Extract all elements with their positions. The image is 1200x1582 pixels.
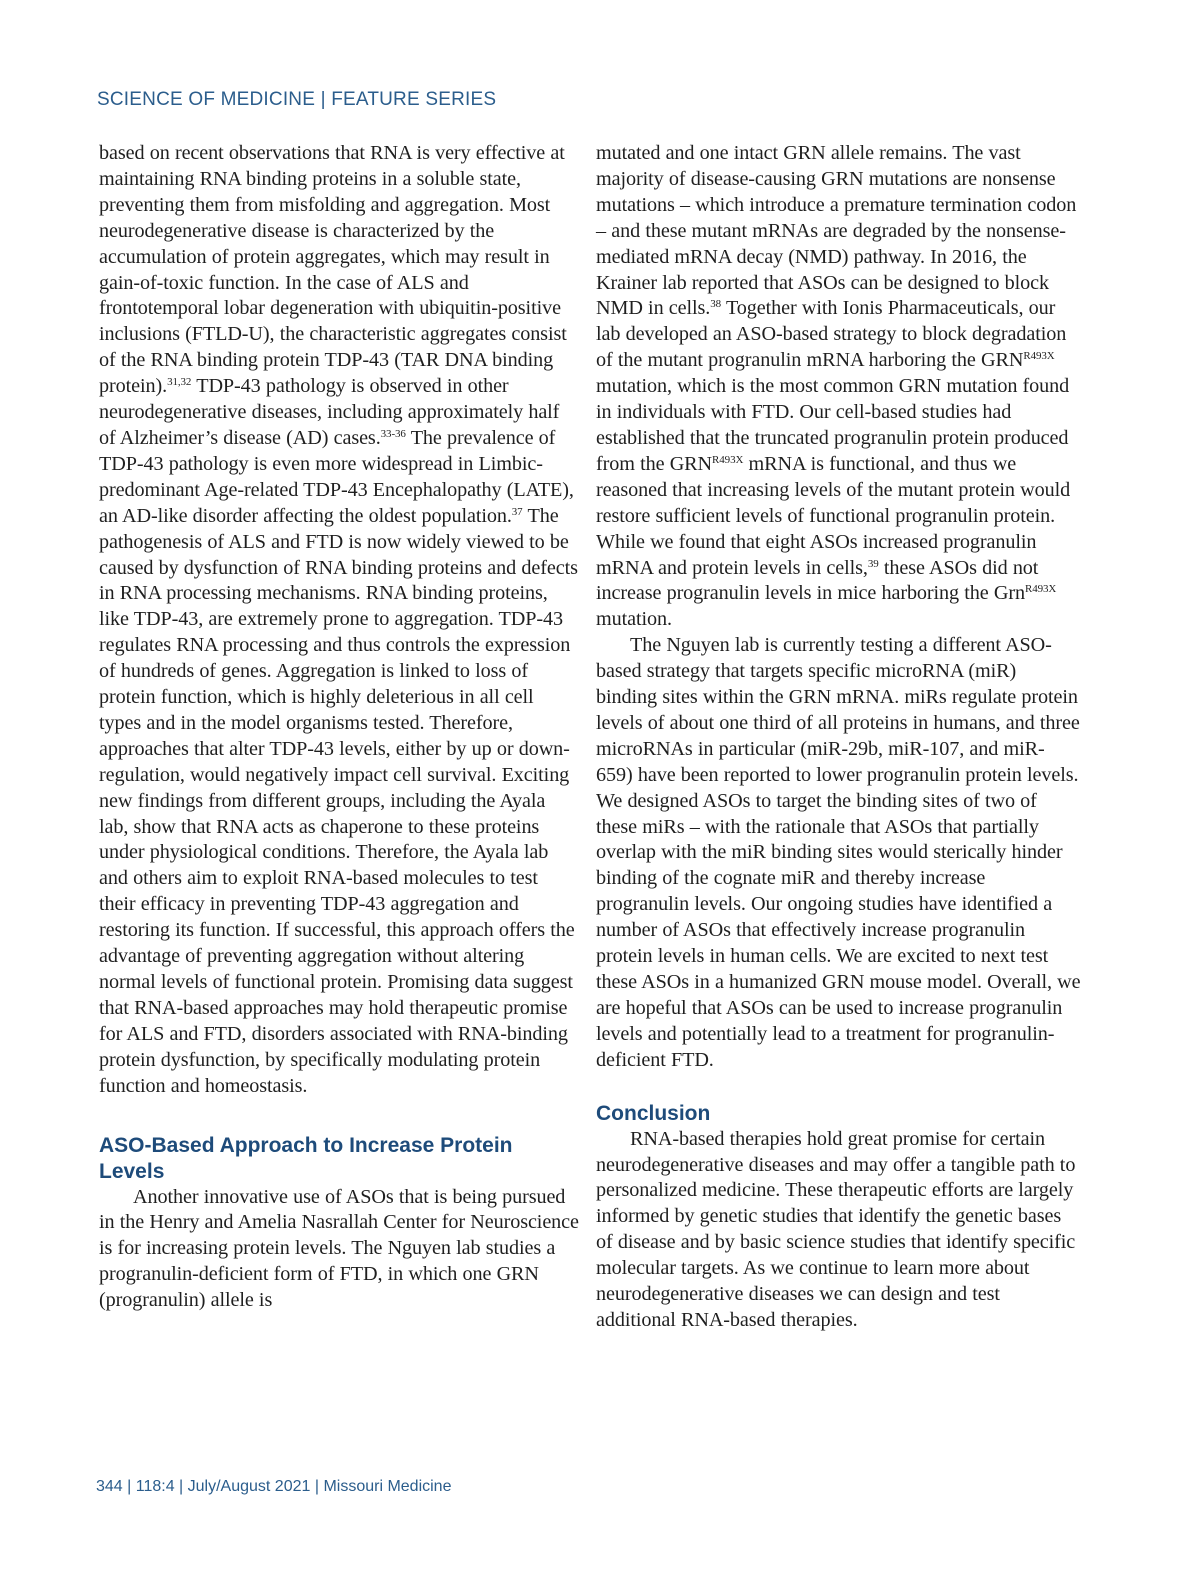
- paragraph-text: these ASOs did not increase progranulin levels in mice harboring the Grn: [596, 556, 1039, 605]
- paragraph-text: mutation, which is the most common GRN mutation found in individuals with FTD. Our cell-based studies had established that the truncated progranulin protein produced from the GRN: [596, 375, 1070, 475]
- citation-superscript: 39: [867, 557, 879, 570]
- mutation-superscript: R493X: [1023, 350, 1055, 363]
- citation-superscript: 38: [710, 298, 722, 311]
- left-column: [99, 141, 579, 1314]
- paragraph-grn-mutations: [596, 141, 1081, 633]
- page-footer: 344 | 118:4 | July/August 2021 | Missouri Medicine: [96, 1478, 452, 1495]
- paragraph-text: mutation.: [596, 608, 672, 631]
- paragraph-text: based on recent observations that RNA is very effective at maintaining RNA binding proteins in a soluble state, preventing them from misfolding and aggregation. Most neurodegenerative disease is characterized by the accumulation of protein aggregates, which may result in gain-of-toxic function. In the case of ALS and frontotemporal lobar degeneration with ubiquitin-positive inclusions (FTLD-U), the characteristic aggregates consist of the RNA binding protein TDP-43 (TAR DNA binding protein).: [99, 142, 567, 398]
- paragraph-text: mutated and one intact GRN allele remains. The vast majority of disease-causing GRN mutations are nonsense mutations – which introduce a premature termination codon – and these mutant mRNAs are degraded by the nonsense-mediated mRNA decay (NMD) pathway. In 2016, the Krainer lab reported that ASOs can be designed to block NMD in cells.: [596, 142, 1077, 320]
- paragraph-text: The pathogenesis of ALS and FTD is now widely viewed to be caused by dysfunction of RNA binding proteins and defects in RNA processing mechanisms. RNA binding proteins, like TDP-43, are extremely prone to aggregation. TDP-43 regulates RNA processing and thus controls the expression of hundreds of genes. Aggregation is linked to loss of protein function, which is highly deleterious in all cell types and in the model organisms tested. Therefore, approaches that alter TDP-43 levels, either by up or down-regulation, would negatively impact cell survival. Exciting new findings from different groups, including the Ayala lab, show that RNA acts as chaperone to these proteins under physiological conditions. Therefore, the Ayala lab and others aim to exploit RNA-based molecules to test their efficacy in preventing TDP-43 aggregation and restoring its function. If successful, this approach offers the advantage of preventing aggregation without altering normal levels of functional protein. Promising data suggest that RNA-based approaches may hold therapeutic promise for ALS and FTD, disorders associated with RNA-binding protein dysfunction, by specifically modulating protein function and homeostasis.: [99, 504, 578, 1097]
- paragraph-text: mRNA is functional, and thus we reasoned that increasing levels of the mutant protein would restore sufficient levels of functional progranulin protein. While we found that eight ASOs increased progranulin mRNA and protein levels in cells,: [596, 452, 1071, 579]
- citation-superscript: 33-36: [380, 427, 406, 440]
- paragraph-aso-intro: Another innovative use of ASOs that is being pursued in the Henry and Amelia Nasrallah Center for Neuroscience is for increasing protein levels. The Nguyen lab studies a progranulin-deficient form of FTD, in which one GRN (progranulin) allele is: [99, 1185, 579, 1312]
- paragraph-text: The prevalence of TDP-43 pathology is even more widespread in Limbic-predominant Age-related TDP-43 Encephalopathy (LATE), an AD-like disorder affecting the oldest population.: [99, 426, 574, 527]
- section-heading-aso-approach: ASO-Based Approach to Increase Protein Levels: [99, 1133, 513, 1183]
- mutation-superscript: R493X: [1025, 583, 1057, 596]
- paragraph-microrna-strategy: The Nguyen lab is currently testing a different ASO-based strategy that targets specific microRNA (miR) binding sites within the GRN mRNA. miRs regulate protein levels of about one third of all proteins in humans, and three microRNAs in particular (miR-29b, miR-107, and miR-659) have been reported to lower progranulin protein levels. We designed ASOs to target the binding sites of two of these miRs – with the rationale that ASOs that partially overlap with the miR binding sites would sterically hinder binding of the cognate miR and thereby increase progranulin levels. Our ongoing studies have identified a number of ASOs that effectively increase progranulin protein levels in human cells. We are excited to next test these ASOs in a humanized GRN mouse model. Overall, we are hopeful that ASOs can be used to increase progranulin levels and potentially lead to a treatment for progranulin-deficient FTD.: [596, 634, 1081, 1071]
- running-head: SCIENCE OF MEDICINE | FEATURE SERIES: [97, 89, 497, 110]
- right-column: [596, 141, 1081, 1334]
- citation-superscript: 31,32: [167, 376, 192, 389]
- paragraph-text: TDP-43 pathology is observed in other neurodegenerative diseases, including approximately half of Alzheimer’s disease (AD) cases.: [99, 375, 560, 449]
- paragraph-conclusion: RNA-based therapies hold great promise for certain neurodegenerative diseases and may offer a tangible path to personalized medicine. These therapeutic efforts are largely informed by genetic studies that identify the genetic bases of disease and by basic science studies that identify specific molecular targets. As we continue to learn more about neurodegenerative diseases we can design and test additional RNA-based therapies.: [596, 1127, 1076, 1331]
- paragraph-ftd-tdp43: [99, 141, 579, 1100]
- paragraph-text: Together with Ionis Pharmaceuticals, our lab developed an ASO-based strategy to block degradation of the mutant progranulin mRNA harboring the GRN: [596, 297, 1067, 372]
- section-heading-conclusion: Conclusion: [596, 1101, 711, 1125]
- mutation-superscript: R493X: [712, 453, 744, 466]
- citation-superscript: 37: [511, 505, 523, 518]
